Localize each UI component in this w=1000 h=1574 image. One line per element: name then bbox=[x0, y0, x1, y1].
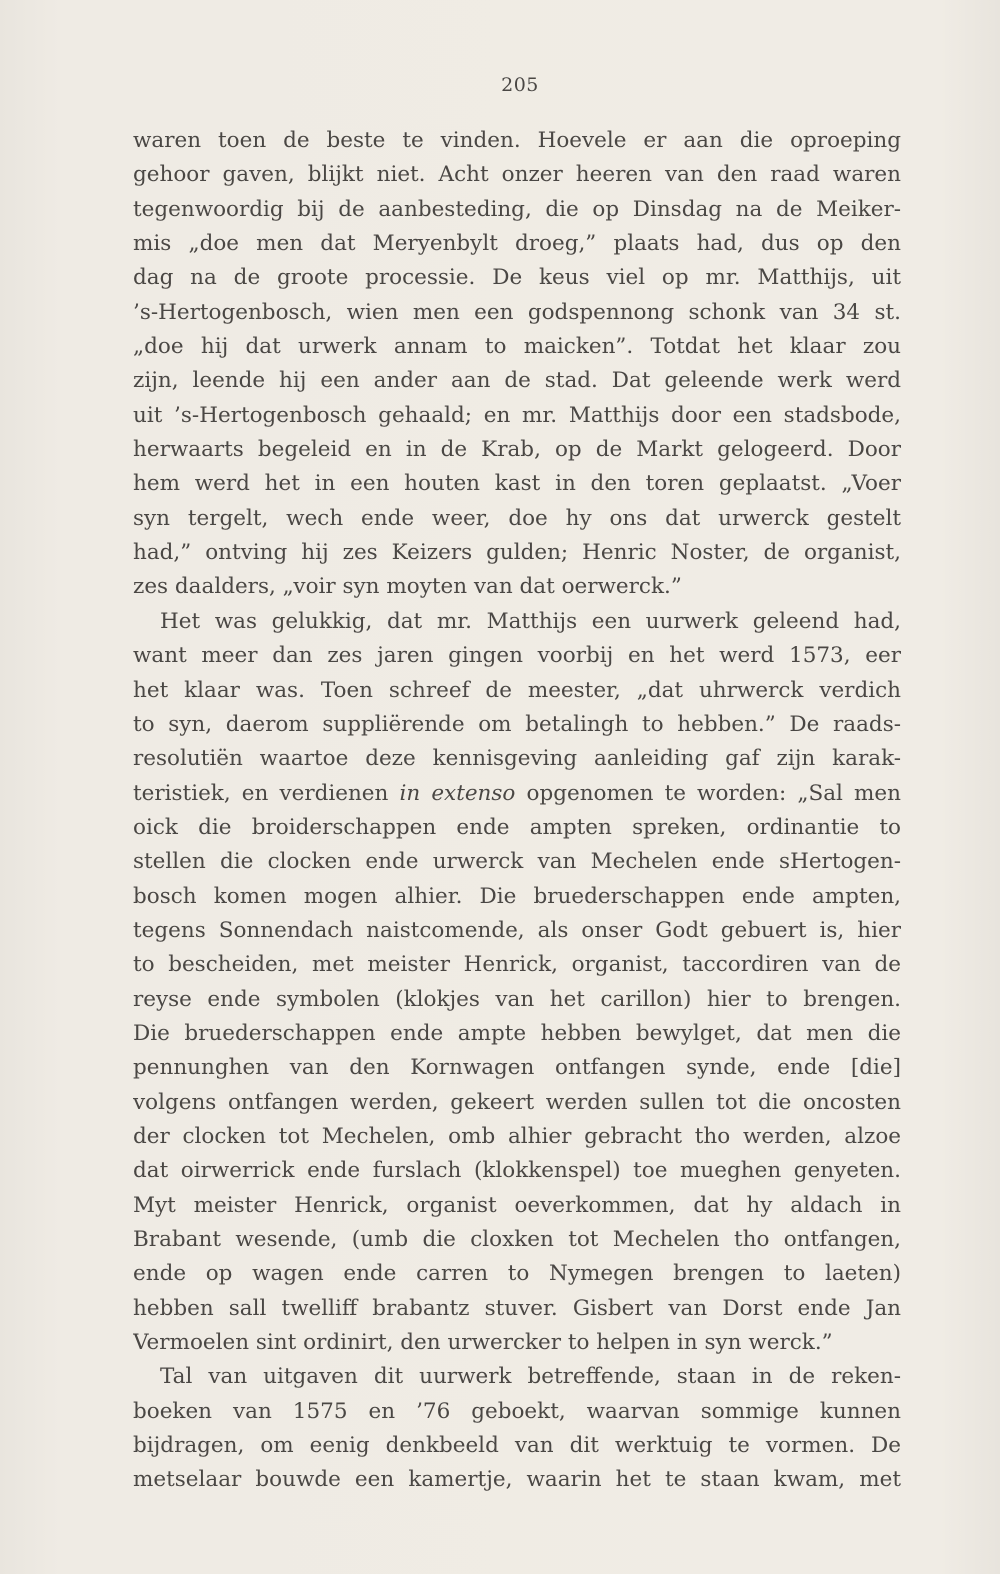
text-line bbox=[133, 777, 901, 811]
text-line: uit ’s-Hertogenbosch gehaald; en mr. Matthijs door een stadsbode, bbox=[133, 402, 901, 428]
text-line: hem werd het in een houten kast in den toren geplaatst. „Voer bbox=[133, 471, 901, 497]
text-line: het klaar was. Toen schreef de meester, „dat uhrwerck verdich bbox=[133, 677, 901, 703]
text-line: gehoor gaven, blijkt niet. Acht onzer heeren van den raad waren bbox=[133, 162, 901, 188]
text-line: bosch komen mogen alhier. Die bruederschappen ende ampten, bbox=[133, 883, 901, 909]
page-number: 205 bbox=[501, 74, 539, 96]
text-line: hebben sall twelliff brabantz stuver. Gisbert van Dorst ende Jan bbox=[133, 1295, 901, 1321]
text-line: „doe hij dat urwerk annam to maicken”. Totdat het klaar zou bbox=[133, 334, 901, 360]
text-line: mis „doe men dat Meryenbylt droeg,” plaats had, dus op den bbox=[133, 231, 901, 257]
text-line: waren toen de beste te vinden. Hoevele er aan die oproeping bbox=[133, 128, 901, 153]
text-line: stellen die clocken ende urwerck van Mechelen ende sHertogen- bbox=[133, 849, 901, 875]
text-line: reyse ende symbolen (klokjes van het carillon) hier to brengen. bbox=[133, 986, 901, 1012]
text-segment: teristiek, en verdienen bbox=[133, 780, 400, 806]
text-line: tegens Sonnendach naistcomende, als onser Godt gebuert is, hier bbox=[133, 917, 901, 943]
text-line: to syn, daerom suppliërende om betalingh to hebben.” De raads- bbox=[133, 711, 901, 737]
text-line: Tal van uitgaven dit uurwerk betreffende, staan in de reken- bbox=[160, 1364, 901, 1390]
text-line: oick die broiderschappen ende ampten spreken, ordinantie to bbox=[133, 814, 901, 840]
text-line: Het was gelukkig, dat mr. Matthijs een uurwerk geleend had, bbox=[160, 608, 901, 634]
text-line: want meer dan zes jaren gingen voorbij en het werd 1573, eer bbox=[133, 643, 901, 669]
text-line: dag na de groote processie. De keus viel op mr. Matthijs, uit bbox=[133, 265, 901, 291]
body-text bbox=[133, 124, 901, 1498]
text-line: zijn, leende hij een ander aan de stad. Dat geleende werk werd bbox=[133, 368, 901, 394]
text-line: Die bruederschappen ende ampte hebben bewylget, dat men die bbox=[133, 1020, 901, 1046]
text-line: dat oirwerrick ende furslach (klokkenspel) toe mueghen genyeten. bbox=[133, 1158, 901, 1184]
text-line: Brabant wesende, (umb die cloxken tot Mechelen tho ontfangen, bbox=[133, 1227, 901, 1252]
text-line: resolutiën waartoe deze kennisgeving aanleiding gaf zijn karak- bbox=[133, 746, 901, 772]
text-line: tegenwoordig bij de aanbesteding, die op Dinsdag na de Meiker- bbox=[133, 196, 901, 222]
text-line: had,” ontving hij zes Keizers gulden; Henric Noster, de organist, bbox=[133, 540, 901, 566]
text-line: ende op wagen ende carren to Nymegen brengen to laeten) bbox=[133, 1261, 901, 1287]
italic-phrase: in extenso bbox=[399, 780, 516, 806]
text-line: boeken van 1575 en ’76 geboekt, waarvan sommige kunnen bbox=[133, 1398, 901, 1424]
text-line: herwaarts begeleid en in de Krab, op de Markt gelogeerd. Door bbox=[133, 437, 901, 463]
text-line: pennunghen van den Kornwagen ontfangen synde, ende [die] bbox=[133, 1055, 901, 1081]
text-line: bijdragen, om eenig denkbeeld van dit werktuig te vormen. De bbox=[133, 1433, 901, 1459]
text-line: metselaar bouwde een kamertje, waarin het te staan kwam, met bbox=[133, 1467, 901, 1493]
text-line: der clocken tot Mechelen, omb alhier gebracht tho werden, alzoe bbox=[133, 1123, 901, 1149]
text-line: to bescheiden, met meister Henrick, organist, taccordiren van de bbox=[133, 952, 901, 978]
text-line: Myt meister Henrick, organist oeverkommen, dat hy aldach in bbox=[133, 1192, 901, 1218]
text-line: Vermoelen sint ordinirt, den urwercker to helpen in syn werck.” bbox=[133, 1330, 833, 1356]
text-line: ’s-Hertogenbosch, wien men een godspennong schonk van 34 st. bbox=[133, 299, 901, 325]
text-line: volgens ontfangen werden, gekeert werden sullen tot die oncosten bbox=[133, 1089, 901, 1115]
text-line: zes daalders, „voir syn moyten van dat oerwerck.” bbox=[133, 574, 682, 600]
text-segment: opgenomen te worden: „Sal men bbox=[515, 780, 901, 806]
text-line: syn tergelt, wech ende weer, doe hy ons dat urwerck gestelt bbox=[133, 505, 901, 531]
